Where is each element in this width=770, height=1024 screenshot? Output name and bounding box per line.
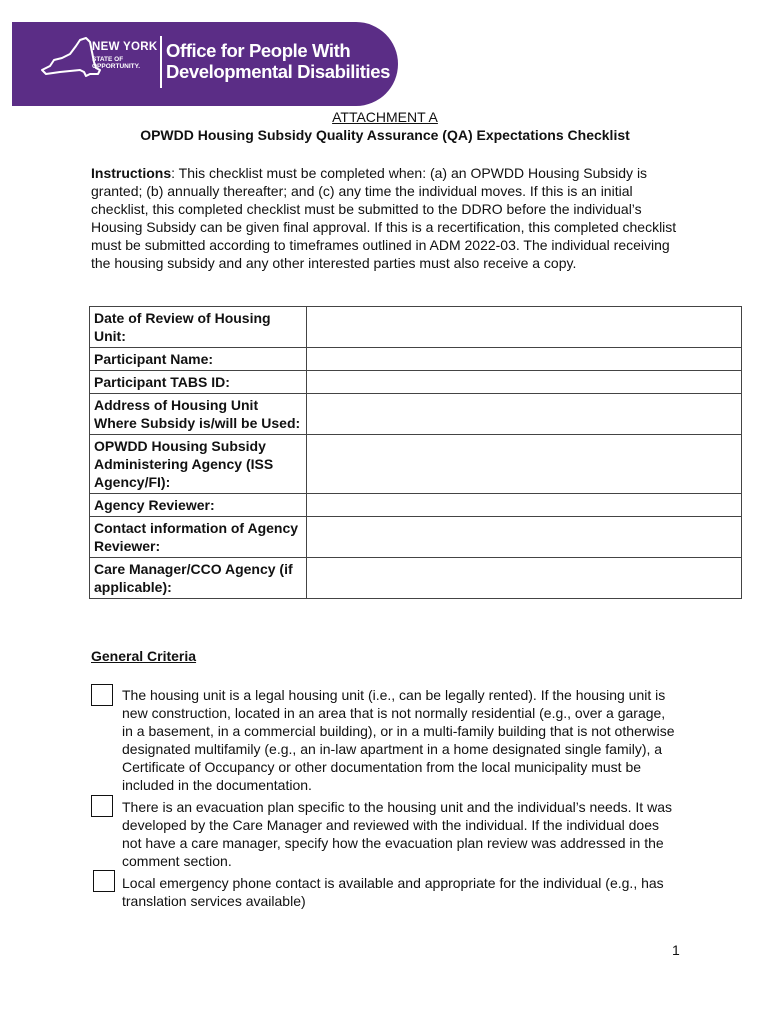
table-row — [90, 494, 742, 517]
instructions-text: : This checklist must be completed when: (a) an OPWDD Housing Subsidy is granted; (b) annually thereafter; and (c) any time the individual moves. If this is an initial checklist, this completed checklist must be submitted to the DDRO before the individual’s Housing Subsidy can be given final approval. If this is a recertification, this completed checklist must be submitted according to timeframes outlined in ADM 2022-03. The individual receiving the housing subsidy and any other interested parties must also receive a copy. — [91, 165, 677, 271]
table-row-label: Participant TABS ID: — [90, 371, 307, 394]
state-tagline-line2: OPPORTUNITY. — [92, 62, 141, 70]
table-row — [90, 348, 742, 371]
table-row-label: Date of Review of Housing Unit: — [90, 307, 307, 348]
table-row — [90, 435, 742, 494]
table-row — [90, 307, 742, 348]
participant-info-table — [89, 306, 742, 599]
table-row-label: Care Manager/CCO Agency (if applicable): — [90, 558, 307, 599]
criteria-checkbox-legal-unit[interactable] — [91, 684, 113, 706]
org-name-line2: Developmental Disabilities — [166, 61, 391, 82]
instructions-label: Instructions — [91, 165, 172, 181]
table-row-value[interactable] — [307, 371, 742, 394]
table-row-value[interactable] — [307, 394, 742, 435]
table-row-value[interactable] — [307, 307, 742, 348]
table-row-label: Participant Name: — [90, 348, 307, 371]
table-row-label: Agency Reviewer: — [90, 494, 307, 517]
state-name: NEW YORK — [92, 41, 158, 53]
page-number: 1 — [672, 942, 680, 958]
general-criteria-heading: General Criteria — [91, 648, 197, 664]
criteria-text-emergency-contact: Local emergency phone contact is available and appropriate for the individual (e.g., has translation services available) — [122, 875, 664, 909]
table-row-value[interactable] — [307, 517, 742, 558]
criteria-text-legal-unit: The housing unit is a legal housing unit (i.e., can be legally rented). If the housing unit is new construction, located in an area that is not normally residential (e.g., over a garage, in a basement, in a commercial building), or in a multi-family building that is not otherwise designated multifamily (e.g., an in-law apartment in a home designated single family), a Certificate of Occupancy or other documentation from the local municipality must be included in the documentation. — [122, 687, 675, 793]
table-row-label: OPWDD Housing Subsidy Administering Agency (ISS Agency/FI): — [90, 435, 307, 494]
table-row-value[interactable] — [307, 494, 742, 517]
table-row — [90, 517, 742, 558]
instructions-paragraph — [91, 164, 681, 272]
criteria-checkbox-emergency-contact[interactable] — [93, 870, 115, 892]
table-row-label: Contact information of Agency Reviewer: — [90, 517, 307, 558]
table-row-label: Address of Housing Unit Where Subsidy is/will be Used: — [90, 394, 307, 435]
table-row — [90, 394, 742, 435]
table-row-value[interactable] — [307, 435, 742, 494]
org-name-line1: Office for People With — [166, 40, 351, 61]
header-banner — [12, 22, 398, 106]
criteria-text-evacuation-plan: There is an evacuation plan specific to the housing unit and the individual’s needs. It was developed by the Care Manager and reviewed with the individual. If the individual does not have a care manager, specify how the evacuation plan review was addressed in the comment section. — [122, 799, 672, 869]
table-row-value[interactable] — [307, 348, 742, 371]
criteria-checkbox-evacuation-plan[interactable] — [91, 795, 113, 817]
table-row — [90, 558, 742, 599]
attachment-label: ATTACHMENT A — [332, 109, 438, 125]
banner-divider — [160, 36, 162, 88]
state-logo-text — [92, 42, 157, 70]
document-title: OPWDD Housing Subsidy Quality Assurance (QA) Expectations Checklist — [140, 127, 630, 143]
state-tagline-line1: STATE OF — [92, 55, 124, 63]
organization-name — [166, 40, 390, 82]
table-row-value[interactable] — [307, 558, 742, 599]
table-row — [90, 371, 742, 394]
